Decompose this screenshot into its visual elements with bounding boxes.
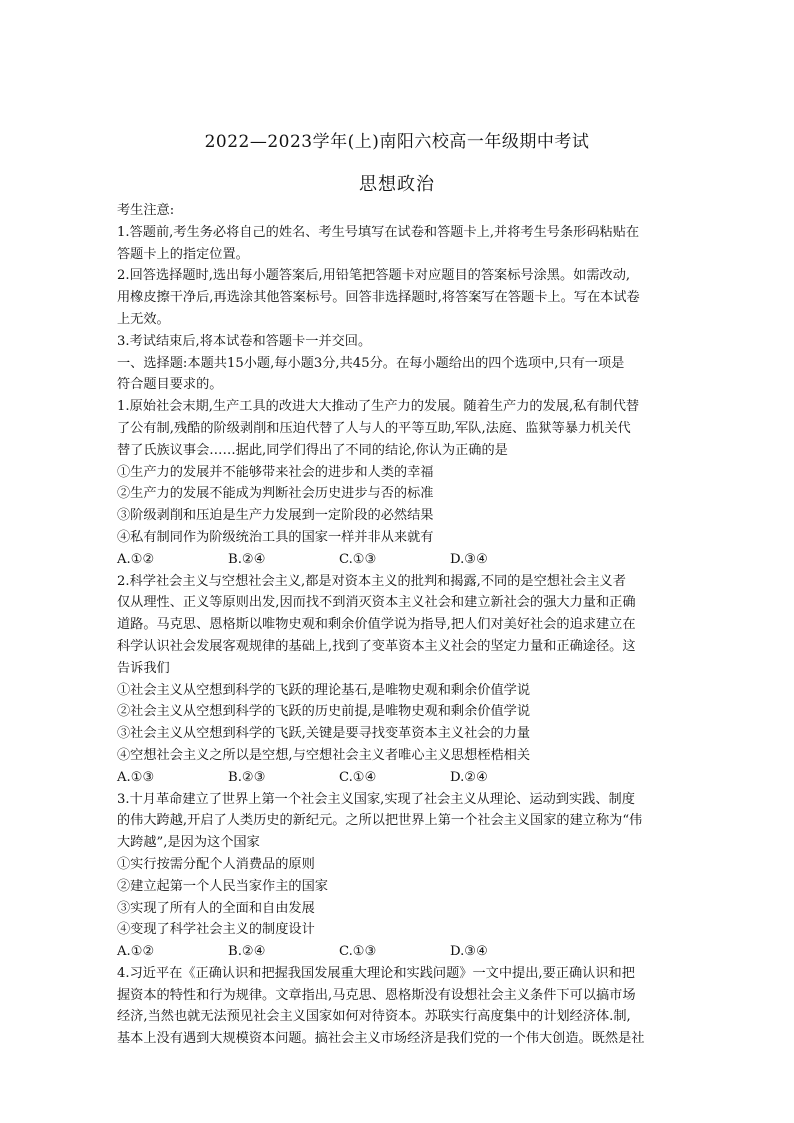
question-stem-line: 道路。马克思、恩格斯以唯物史观和剩余价值学说为指导,把人们对美好社会的追求建立在 [117, 617, 636, 633]
option-a: A.①③ [117, 769, 155, 785]
option-b: B.②③ [228, 769, 266, 785]
question-stem-line: 握资本的特性和行为规律。文章指出,马克思、恩格斯没有设想社会主义条件下可以搞市场 [117, 987, 636, 1003]
section-heading: 符合题目要求的。 [117, 377, 223, 393]
notice-line: 3.考试结束后,将本试卷和答题卡一并交回。 [117, 333, 372, 349]
option-d: D.③④ [450, 551, 488, 567]
notice-line: 2.回答选择题时,选出每小题答案后,用铅笔把答题卡对应题目的答案标号涂黑。如需改动, [117, 268, 631, 284]
exam-content [117, 200, 679, 1050]
option-c: C.①③ [339, 551, 377, 567]
option-b: B.②④ [228, 944, 266, 960]
question-stem-line: 2.科学社会主义与空想社会主义,都是对资本主义的批判和揭露,不同的是空想社会主义者 [117, 573, 626, 589]
option-a: A.①② [117, 551, 155, 567]
question-stem-line: 4.习近平在《正确认识和把握我国发展重大理论和实践问题》一文中提出,要正确认识和把 [117, 965, 635, 981]
section-heading: 一、选择题:本题共15小题,每小题3分,共45分。在每小题给出的四个选项中,只有一项是 [117, 355, 625, 371]
answer-options [117, 767, 679, 789]
question-stem-line: 科学认识社会发展客观规律的基础上,找到了变革资本主义社会的坚定力量和正确途径。这 [117, 638, 636, 654]
option-a: A.①② [117, 944, 155, 960]
question-stem-line: 告诉我们 [117, 660, 170, 676]
question-4 [117, 963, 679, 1050]
question-stem-line: 大跨越”,是因为这个国家 [117, 835, 260, 851]
answer-options [117, 549, 679, 571]
question-stem-line: 3.十月革命建立了世界上第一个社会主义国家,实现了社会主义从理论、运动到实践、制度 [117, 791, 635, 807]
question-3 [117, 789, 679, 963]
question-stem-line: 1.原始社会末期,生产工具的改进大大推动了生产力的发展。随着生产力的发展,私有制代替 [117, 399, 640, 415]
statement-item: ①生产力的发展并不能够带来社会的进步和人类的幸福 [117, 464, 434, 480]
option-d: D.②④ [450, 769, 488, 785]
statement-item: ④私有制同作为阶级统治工具的国家一样并非从来就有 [117, 529, 434, 545]
statement-item: ④变现了科学社会主义的制度设计 [117, 922, 315, 938]
question-stem-line: 替了氏族议事会……据此,同学们得出了不同的结论,你认为正确的是 [117, 442, 508, 458]
statement-item: ③社会主义从空想到科学的飞跃,关键是要寻找变革资本主义社会的力量 [117, 726, 531, 742]
statement-item: ③阶级剥削和压迫是生产力发展到一定阶段的必然结果 [117, 508, 434, 524]
question-stem-line: 了公有制,残酷的阶级剥削和压迫代替了人与人的平等互助,军队,法庭、监狱等暴力机关代 [117, 420, 631, 436]
option-c: C.①④ [339, 769, 377, 785]
answer-options [117, 941, 679, 963]
question-stem-line: 仅从理性、正义等原则出发,因而找不到消灭资本主义社会和建立新社会的强大力量和正确 [117, 595, 636, 611]
notice-line: 1.答题前,考生务必将自己的姓名、考生号填写在试卷和答题卡上,并将考生号条形码粘贴在 [117, 224, 640, 240]
notice-line: 答题卡上的指定位置。 [117, 246, 249, 262]
statement-item: ①实行按需分配个人消费品的原则 [117, 856, 315, 872]
option-c: C.①③ [339, 944, 377, 960]
exam-title: 2022—2023学年(上)南阳六校高一年级期中考试 [204, 132, 590, 152]
question-stem-line: 基本上没有遇到大规模资本问题。搞社会主义市场经济是我们党的一个伟大创造。既然是社 [117, 1031, 645, 1047]
subject-title: 思想政治 [359, 174, 435, 195]
notice-line: 用橡皮擦干净后,再选涂其他答案标号。回答非选择题时,将答案写在答题卡上。写在本试卷 [117, 290, 640, 306]
option-b: B.②④ [228, 551, 266, 567]
question-1 [117, 396, 679, 570]
statement-item: ①社会主义从空想到科学的飞跃的理论基石,是唯物史观和剩余价值学说 [117, 682, 531, 698]
question-stem-line: 的伟大跨越,开启了人类历史的新纪元。之所以把世界上第一个社会主义国家的建立称为“伟 [117, 813, 643, 829]
question-2 [117, 571, 679, 789]
statement-item: ②生产力的发展不能成为判断社会历史进步与否的标准 [117, 486, 434, 502]
option-d: D.③④ [450, 944, 488, 960]
statement-item: ③实现了所有人的全面和自由发展 [117, 900, 315, 916]
statement-item: ②社会主义从空想到科学的飞跃的历史前提,是唯物史观和剩余价值学说 [117, 704, 531, 720]
notice-line: 上无效。 [117, 311, 170, 327]
notice-heading: 考生注意: [117, 203, 175, 218]
statement-item: ④空想社会主义之所以是空想,与空想社会主义者唯心主义思想桎梏相关 [117, 747, 531, 763]
statement-item: ②建立起第一个人民当家作主的国家 [117, 878, 328, 894]
question-stem-line: 经济,当然也就无法预见社会主义国家如何对待资本。苏联实行高度集中的计划经济体.制, [117, 1009, 631, 1025]
